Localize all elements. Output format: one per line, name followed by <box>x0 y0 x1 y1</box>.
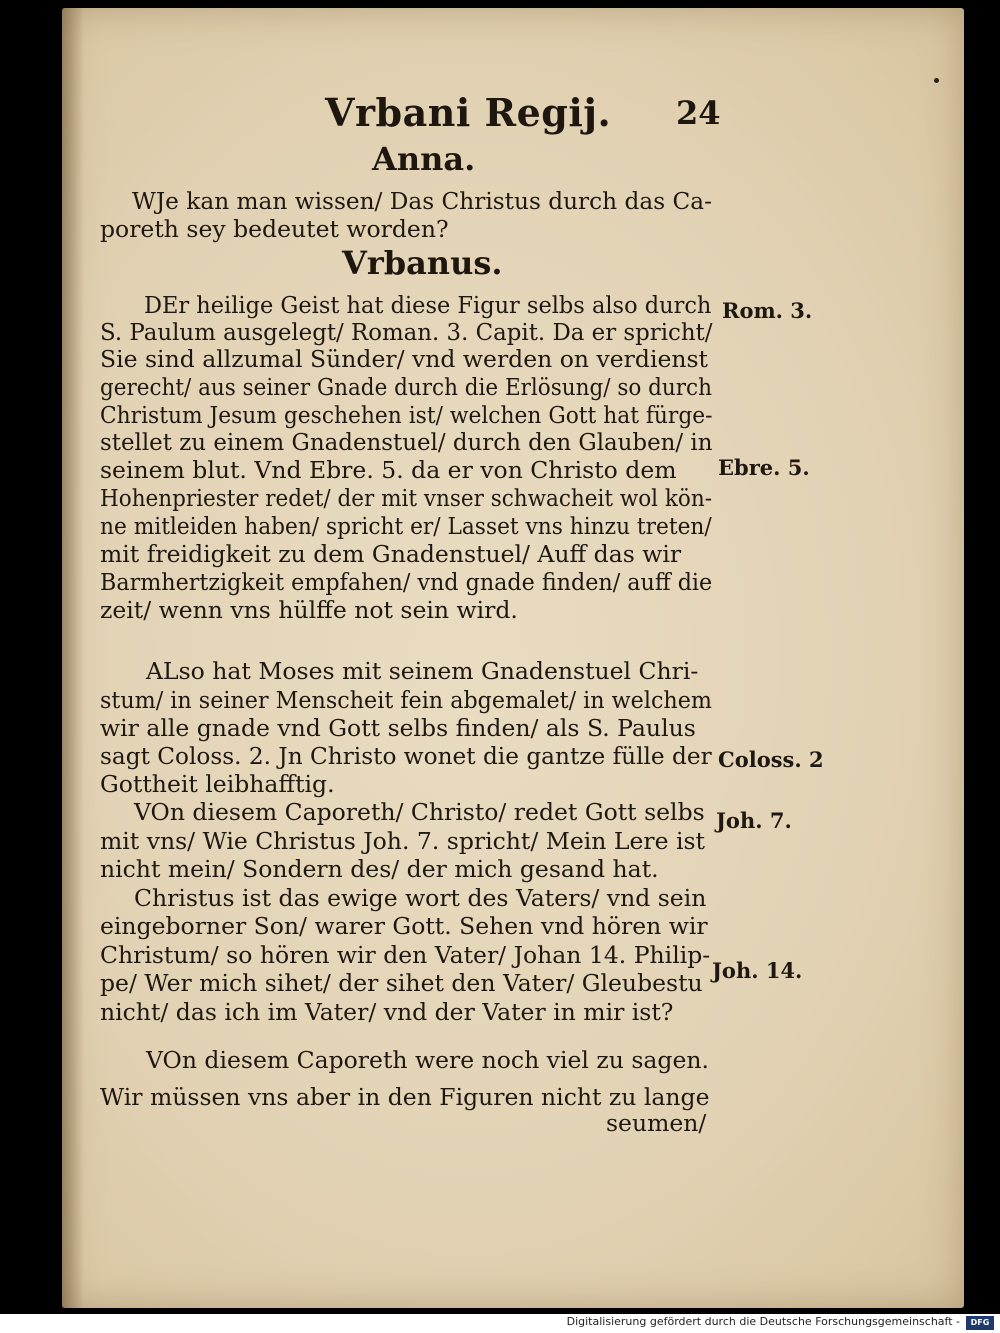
text-line: seumen/ <box>606 1109 707 1137</box>
text-line: eingeborner Son/ warer Gott. Sehen vnd hören wir <box>100 912 708 940</box>
ink-speck <box>934 78 939 83</box>
text-line: Barmhertzigkeit empfahen/ vnd gnade finden/ auff die <box>100 568 713 596</box>
text-line: mit vns/ Wie Christus Joh. 7. spricht/ Mein Lere ist <box>100 827 705 855</box>
text-line: seinem blut. Vnd Ebre. 5. da er von Christo dem <box>100 456 677 484</box>
text-line: nicht/ das ich im Vater/ vnd der Vater in mir ist? <box>100 998 674 1026</box>
text-line: Wir müssen vns aber in den Figuren nicht zu lange <box>100 1083 710 1111</box>
text-line: mit freidigkeit zu dem Gnadenstuel/ Auff das wir <box>100 540 682 568</box>
margin-note: Joh. 14. <box>712 958 803 983</box>
running-title: Vrbani Regij. <box>325 90 612 135</box>
text-line: stum/ in seiner Menscheit fein abgemalet/ in welchem <box>100 686 712 714</box>
text-line: Sie sind allzumal Sünder/ vnd werden on verdienst <box>100 345 709 373</box>
text-line: Christum/ so hören wir den Vater/ Johan 14. Philip- <box>100 941 711 969</box>
page-gutter-shadow <box>62 8 84 1308</box>
text-line: Christum Jesum geschehen ist/ welchen Gott hat fürge- <box>100 401 713 429</box>
dfg-logo: DFG <box>966 1316 994 1330</box>
margin-note: Ebre. 5. <box>718 455 810 480</box>
margin-note: Joh. 7. <box>716 808 792 833</box>
text-line: DEr heilige Geist hat diese Figur selbs also durch <box>144 291 712 319</box>
text-line: Christus ist das ewige wort des Vaters/ vnd sein <box>134 884 707 912</box>
text-line: poreth sey bedeutet worden? <box>100 215 449 243</box>
funding-credit: Digitalisierung gefördert durch die Deutsche Forschungsgemeinschaft - <box>566 1315 960 1328</box>
text-line: wir alle gnade vnd Gott selbs finden/ als S. Paulus <box>100 714 696 742</box>
speaker-heading-urbanus: Vrbanus. <box>342 244 503 282</box>
page-number: 24 <box>676 94 721 132</box>
text-line: ne mitleiden haben/ spricht er/ Lasset vns hinzu treten/ <box>100 512 712 540</box>
text-line: stellet zu einem Gnadenstuel/ durch den Glauben/ in <box>100 428 713 456</box>
text-line: Hohenpriester redet/ der mit vnser schwacheit wol kön- <box>100 484 712 512</box>
text-line: Gottheit leibhafftig. <box>100 770 335 798</box>
margin-note: Rom. 3. <box>722 298 813 323</box>
speaker-heading-anna: Anna. <box>372 140 476 178</box>
text-line: S. Paulum ausgelegt/ Roman. 3. Capit. Da er spricht/ <box>100 318 713 346</box>
text-line: WJe kan man wissen/ Das Christus durch das Ca- <box>132 187 712 215</box>
text-line: sagt Coloss. 2. Jn Christo wonet die gantze fülle der <box>100 742 712 770</box>
text-line: nicht mein/ Sondern des/ der mich gesand hat. <box>100 855 659 883</box>
text-line: VOn diesem Caporeth were noch viel zu sagen. <box>146 1046 709 1074</box>
text-line: VOn diesem Caporeth/ Christo/ redet Gott selbs <box>134 798 705 826</box>
text-line: pe/ Wer mich sihet/ der sihet den Vater/ Gleubestu <box>100 969 703 997</box>
margin-note: Coloss. 2 <box>718 747 824 772</box>
text-line: gerecht/ aus seiner Gnade durch die Erlösung/ so durch <box>100 373 712 401</box>
text-line: zeit/ wenn vns hülffe not sein wird. <box>100 596 518 624</box>
footer-bar <box>0 1314 1000 1333</box>
text-line: ALso hat Moses mit seinem Gnadenstuel Chri- <box>146 657 699 685</box>
